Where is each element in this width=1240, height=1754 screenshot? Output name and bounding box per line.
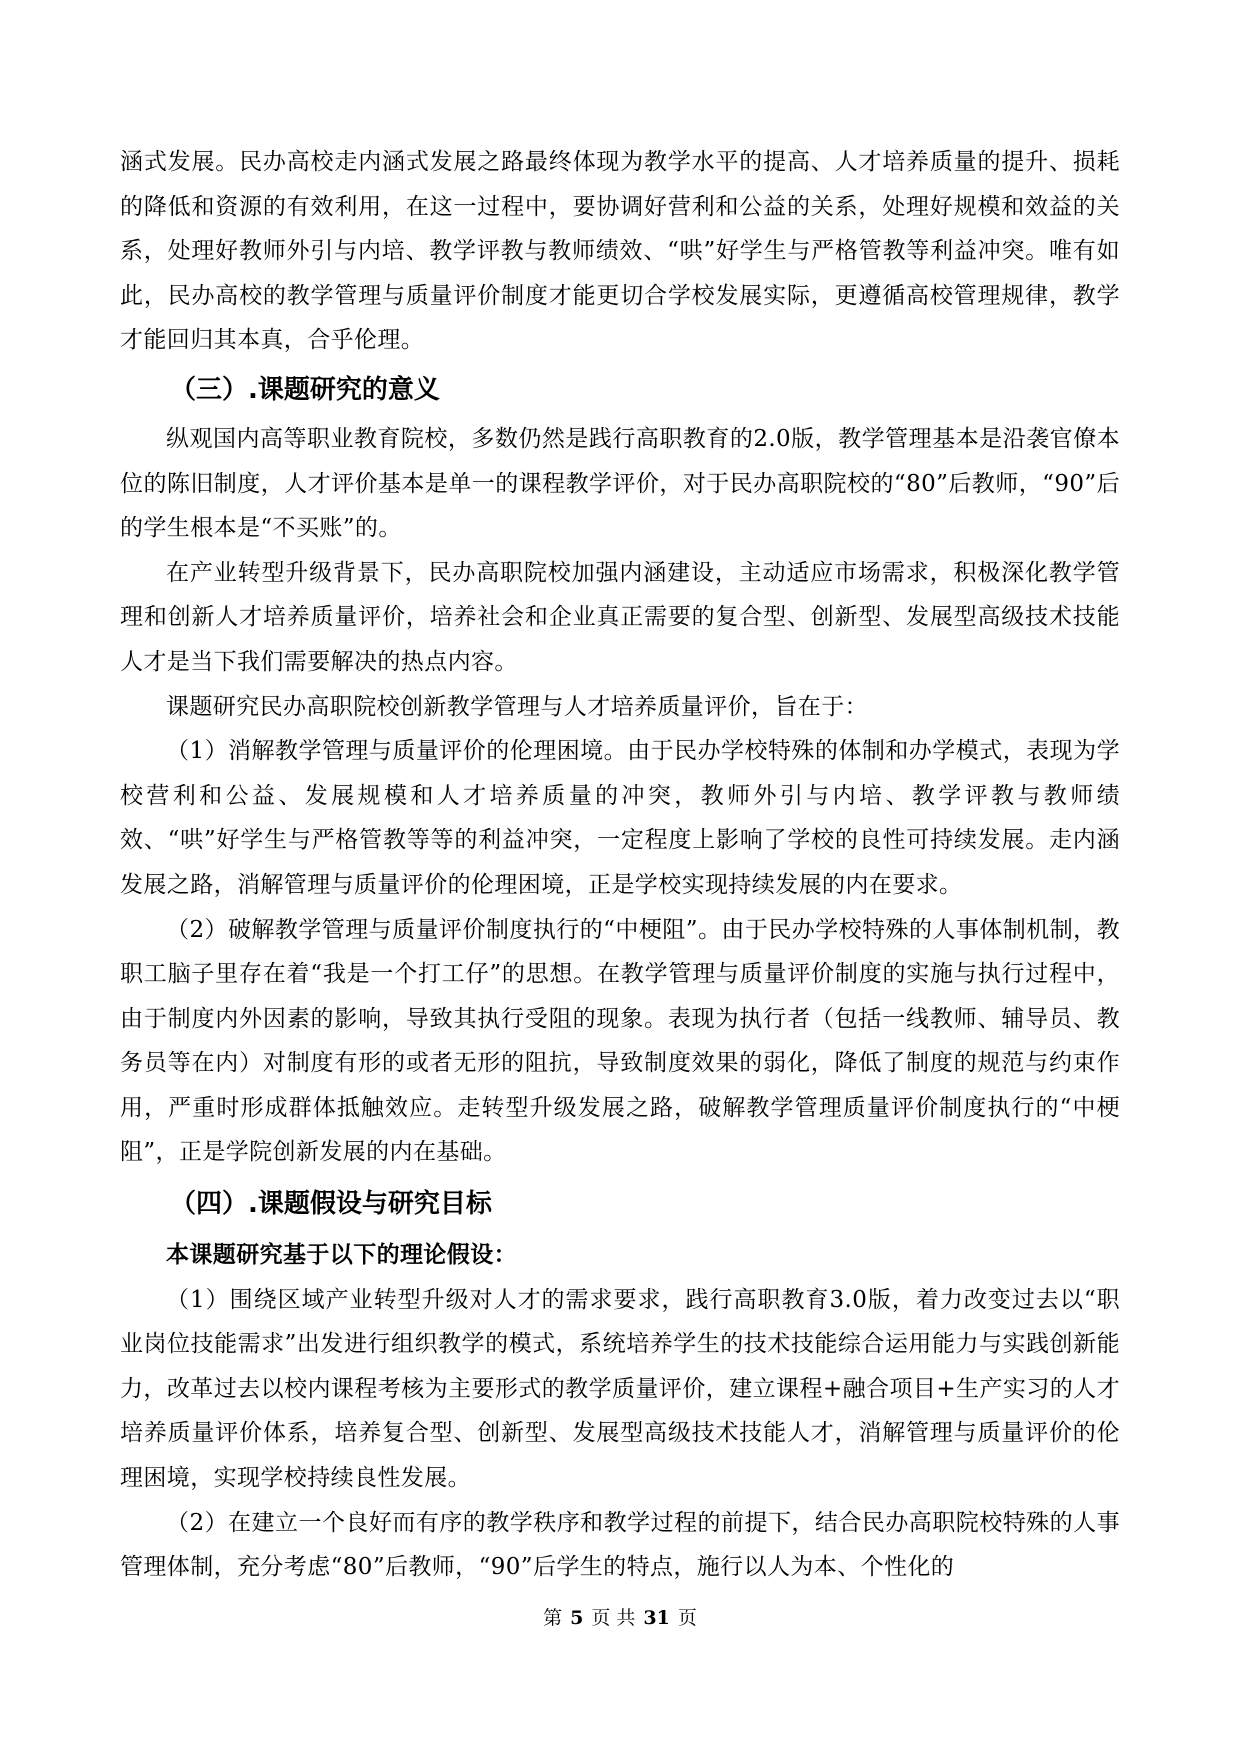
paragraph-hypothesis-intro: 本课题研究基于以下的理论假设： [166, 1241, 517, 1269]
page-footer [0, 1606, 1240, 1630]
section-heading-significance: （三）.课题研究的意义 [170, 374, 440, 405]
paragraph-background: 在产业转型升级背景下，民办高职院校加强内涵建设，主动适应市场需求，积极深化教学管理和创新人才培养质量评价，培养社会和企业真正需要的复合型、创新型、发展型高级技术技能人才是当下我们需要解决的热点内容。 [120, 559, 1120, 675]
section-heading-hypothesis: （四）.课题假设与研究目标 [170, 1189, 492, 1220]
paragraph-hypothesis-2: （2）在建立一个良好而有序的教学秩序和教学过程的前提下，结合民办高职院校特殊的人事管理体制，充分考虑“80”后教师，“90”后学生的特点，施行以人为本、个性化的 [120, 1509, 1120, 1581]
paragraph-hypothesis-1: （1）围绕区域产业转型升级对人才的需求要求，践行高职教育3.0版，着力改变过去以“职业岗位技能需求”出发进行组织教学的模式，系统培养学生的技术技能综合运用能力与实践创新能力，改革过去以校内课程考核为主要形式的教学质量评价，建立课程+融合项目+生产实习的人才培养质量评价体系，培养复合型、创新型、发展型高级技术技能人才，消解管理与质量评价的伦理困境，实现学校持续良性发展。 [120, 1286, 1120, 1492]
footer-middle: 页 共 [591, 1607, 636, 1629]
footer-suffix: 页 [677, 1607, 697, 1629]
paragraph-aim-intro: 课题研究民办高职院校创新教学管理与人才培养质量评价，旨在于： [166, 693, 868, 720]
paragraph-aim-2: （2）破解教学管理与质量评价制度执行的“中梗阻”。由于民办学校特殊的人事体制机制，教职工脑子里存在着“我是一个打工仔”的思想。在教学管理与质量评价制度的实施与执行过程中，由于制度内外因素的影响，导致其执行受阻的现象。表现为执行者（包括一线教师、辅导员、教务员等在内）对制度有形的或者无形的阻抗，导致制度效果的弱化，降低了制度的规范与约束作用，严重时形成群体抵触效应。走转型升级发展之路，破解教学管理质量评价制度执行的“中梗阻”，正是学院创新发展的内在基础。 [120, 916, 1120, 1166]
footer-prefix: 第 [543, 1607, 563, 1629]
footer-total-pages: 31 [643, 1607, 670, 1629]
footer-page-number: 5 [570, 1607, 584, 1629]
paragraph-aim-1: （1）消解教学管理与质量评价的伦理困境。由于民办学校特殊的体制和办学模式，表现为学校营利和公益、发展规模和人才培养质量的冲突，教师外引与内培、教学评教与教师绩效、“哄”好学生与严格管教等等的利益冲突，一定程度上影响了学校的良性可持续发展。走内涵发展之路，消解管理与质量评价的伦理困境，正是学校实现持续发展的内在要求。 [120, 738, 1120, 898]
page-body [120, 140, 1120, 1590]
paragraph-continuation: 涵式发展。民办高校走内涵式发展之路最终体现为教学水平的提高、人才培养质量的提升、损耗的降低和资源的有效利用，在这一过程中，要协调好营利和公益的关系，处理好规模和效益的关系，处理好教师外引与内培、教学评教与教师绩效、“哄”好学生与严格管教等利益冲突。唯有如此，民办高校的教学管理与质量评价制度才能更切合学校发展实际，更遵循高校管理规律，教学才能回归其本真，合乎伦理。 [120, 149, 1120, 354]
paragraph-overview: 纵观国内高等职业教育院校，多数仍然是践行高职教育的2.0版，教学管理基本是沿袭官僚本位的陈旧制度，人才评价基本是单一的课程教学评价，对于民办高职院校的“80”后教师，“90”后的学生根本是“不买账”的。 [120, 425, 1120, 542]
